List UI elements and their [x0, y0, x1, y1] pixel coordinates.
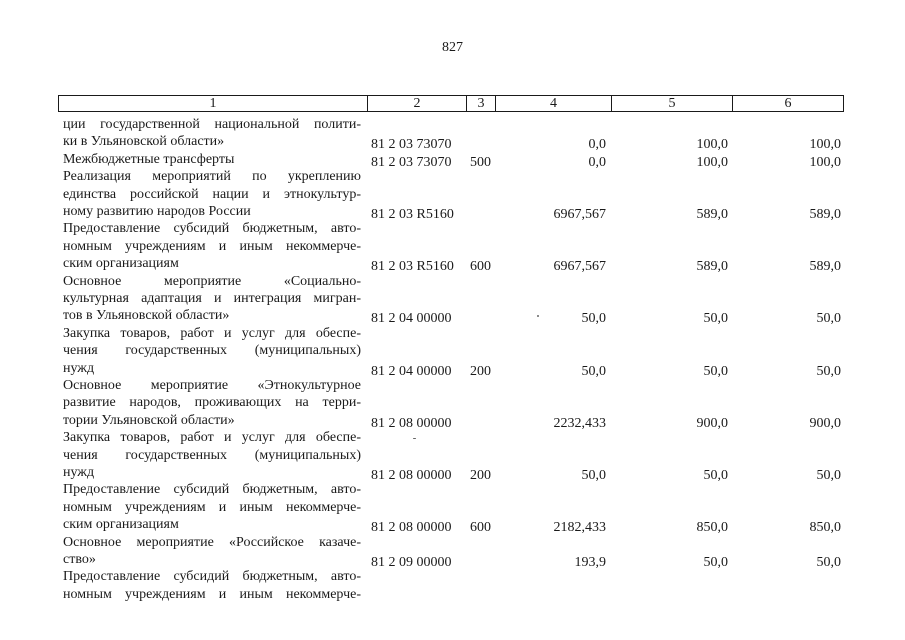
- row-code: 81 2 09 00000: [371, 554, 452, 570]
- row-code: 81 2 08 00000: [371, 520, 452, 536]
- row-value-col6: 589,0: [809, 259, 841, 275]
- row-value-col5: 50,0: [703, 467, 728, 483]
- scan-speck: [413, 438, 416, 439]
- row-value-col4: 6967,567: [553, 206, 606, 222]
- row-name: [63, 534, 361, 569]
- row-name-line: культурная адаптация и интеграция мигран-: [63, 290, 361, 306]
- row-expense-type: 500: [470, 154, 491, 170]
- row-name-line: Основное мероприятие «Социально-: [63, 273, 361, 289]
- row-value-col5: 900,0: [696, 415, 728, 431]
- row-value-col4: 50,0: [581, 363, 606, 379]
- row-name-line: Предоставление субсидий бюджетным, авто-: [63, 482, 361, 498]
- row-name-line: Основное мероприятие «Этнокультурное: [63, 378, 361, 393]
- row-value-col6: 589,0: [809, 206, 841, 222]
- table-header: [58, 95, 844, 112]
- row-value-col4: 6967,567: [553, 259, 606, 275]
- row-name-line: номным учреждениям и иным некоммерче-: [63, 499, 361, 515]
- row-code: 81 2 08 00000: [371, 467, 452, 483]
- row-name: [63, 151, 361, 168]
- row-name-line: Предоставление субсидий бюджетным, авто-: [63, 569, 361, 585]
- row-name-line: Основное мероприятие «Российское казаче-: [63, 534, 361, 550]
- row-name-line: ским организациям: [63, 256, 179, 272]
- column-header-2: 2: [368, 96, 467, 111]
- row-code: 81 2 03 R5160: [371, 206, 454, 222]
- row-name: [63, 429, 361, 481]
- row-value-col6: 100,0: [809, 137, 841, 153]
- row-name: [63, 568, 361, 603]
- row-expense-type: 600: [470, 520, 491, 536]
- row-name-line: нужд: [63, 360, 95, 376]
- row-value-col4: 193,9: [574, 554, 606, 570]
- row-value-col6: 100,0: [809, 154, 841, 170]
- scan-speck: [537, 315, 539, 317]
- row-name-line: Предоставление субсидий бюджетным, авто-: [63, 221, 361, 237]
- row-name-line: ному развитию народов России: [63, 203, 251, 219]
- row-value-col5: 589,0: [696, 259, 728, 275]
- column-header-1: 1: [59, 96, 368, 111]
- row-name: [63, 116, 361, 151]
- row-value-col5: 50,0: [703, 311, 728, 327]
- row-code: 81 2 04 00000: [371, 363, 452, 379]
- row-name: [63, 220, 361, 272]
- row-value-col6: 900,0: [809, 415, 841, 431]
- page-number: 827: [442, 40, 463, 55]
- row-code: 81 2 08 00000: [371, 415, 452, 431]
- column-header-4: 4: [496, 96, 612, 111]
- row-value-col6: 50,0: [816, 311, 841, 327]
- row-code: 81 2 04 00000: [371, 311, 452, 327]
- row-value-col6: 50,0: [816, 554, 841, 570]
- row-value-col5: 50,0: [703, 363, 728, 379]
- row-name: [63, 273, 361, 325]
- row-value-col4: 2182,433: [553, 520, 606, 536]
- column-header-5: 5: [612, 96, 733, 111]
- row-value-col6: 850,0: [809, 520, 841, 536]
- row-expense-type: 600: [470, 259, 491, 275]
- row-name-line: нужд: [63, 464, 95, 480]
- row-name-line: Закупка товаров, работ и услуг для обеспе-: [63, 430, 361, 446]
- row-name-line: развитие народов, проживающих на терри-: [63, 395, 361, 411]
- row-name-line: Межбюджетные трансферты: [63, 151, 235, 167]
- row-name: [63, 325, 361, 377]
- row-name-line: ки в Ульяновской области»: [63, 134, 225, 150]
- column-header-3: 3: [467, 96, 496, 111]
- row-name-line: Закупка товаров, работ и услуг для обеспе-: [63, 325, 361, 341]
- row-name-line: ским организациям: [63, 517, 179, 533]
- row-expense-type: 200: [470, 467, 491, 483]
- row-value-col6: 50,0: [816, 467, 841, 483]
- row-code: 81 2 03 73070: [371, 137, 452, 153]
- row-value-col4: 0,0: [588, 154, 606, 170]
- row-value-col4: 50,0: [581, 467, 606, 483]
- row-name-line: чения государственных (муниципальных): [63, 343, 361, 359]
- row-name-line: Реализация мероприятий по укреплению: [63, 169, 361, 185]
- row-code: 81 2 03 R5160: [371, 259, 454, 275]
- row-name-line: ство»: [63, 551, 96, 567]
- row-value-col4: 0,0: [588, 137, 606, 153]
- row-name: [63, 481, 361, 533]
- row-code: 81 2 03 73070: [371, 154, 452, 170]
- column-header-6: 6: [784, 96, 792, 111]
- row-name-line: номным учреждениям и иным некоммерче-: [63, 238, 361, 254]
- row-name-line: номным учреждениям и иным некоммерче-: [63, 586, 361, 602]
- row-name-line: ции государственной национальной полити-: [63, 117, 361, 132]
- row-value-col5: 850,0: [696, 520, 728, 536]
- row-name-line: единства российской нации и этнокультур-: [63, 186, 361, 202]
- row-name-line: тории Ульяновской области»: [63, 412, 235, 428]
- row-name-line: чения государственных (муниципальных): [63, 447, 361, 463]
- row-name-line: тов в Ульяновской области»: [63, 308, 230, 324]
- row-value-col5: 50,0: [703, 554, 728, 570]
- row-expense-type: 200: [470, 363, 491, 379]
- row-value-col4: 50,0: [581, 311, 606, 327]
- row-value-col5: 100,0: [696, 154, 728, 170]
- row-name: [63, 168, 361, 220]
- row-value-col5: 589,0: [696, 206, 728, 222]
- row-value-col4: 2232,433: [553, 415, 606, 431]
- row-value-col6: 50,0: [816, 363, 841, 379]
- row-value-col5: 100,0: [696, 137, 728, 153]
- row-name: [63, 377, 361, 429]
